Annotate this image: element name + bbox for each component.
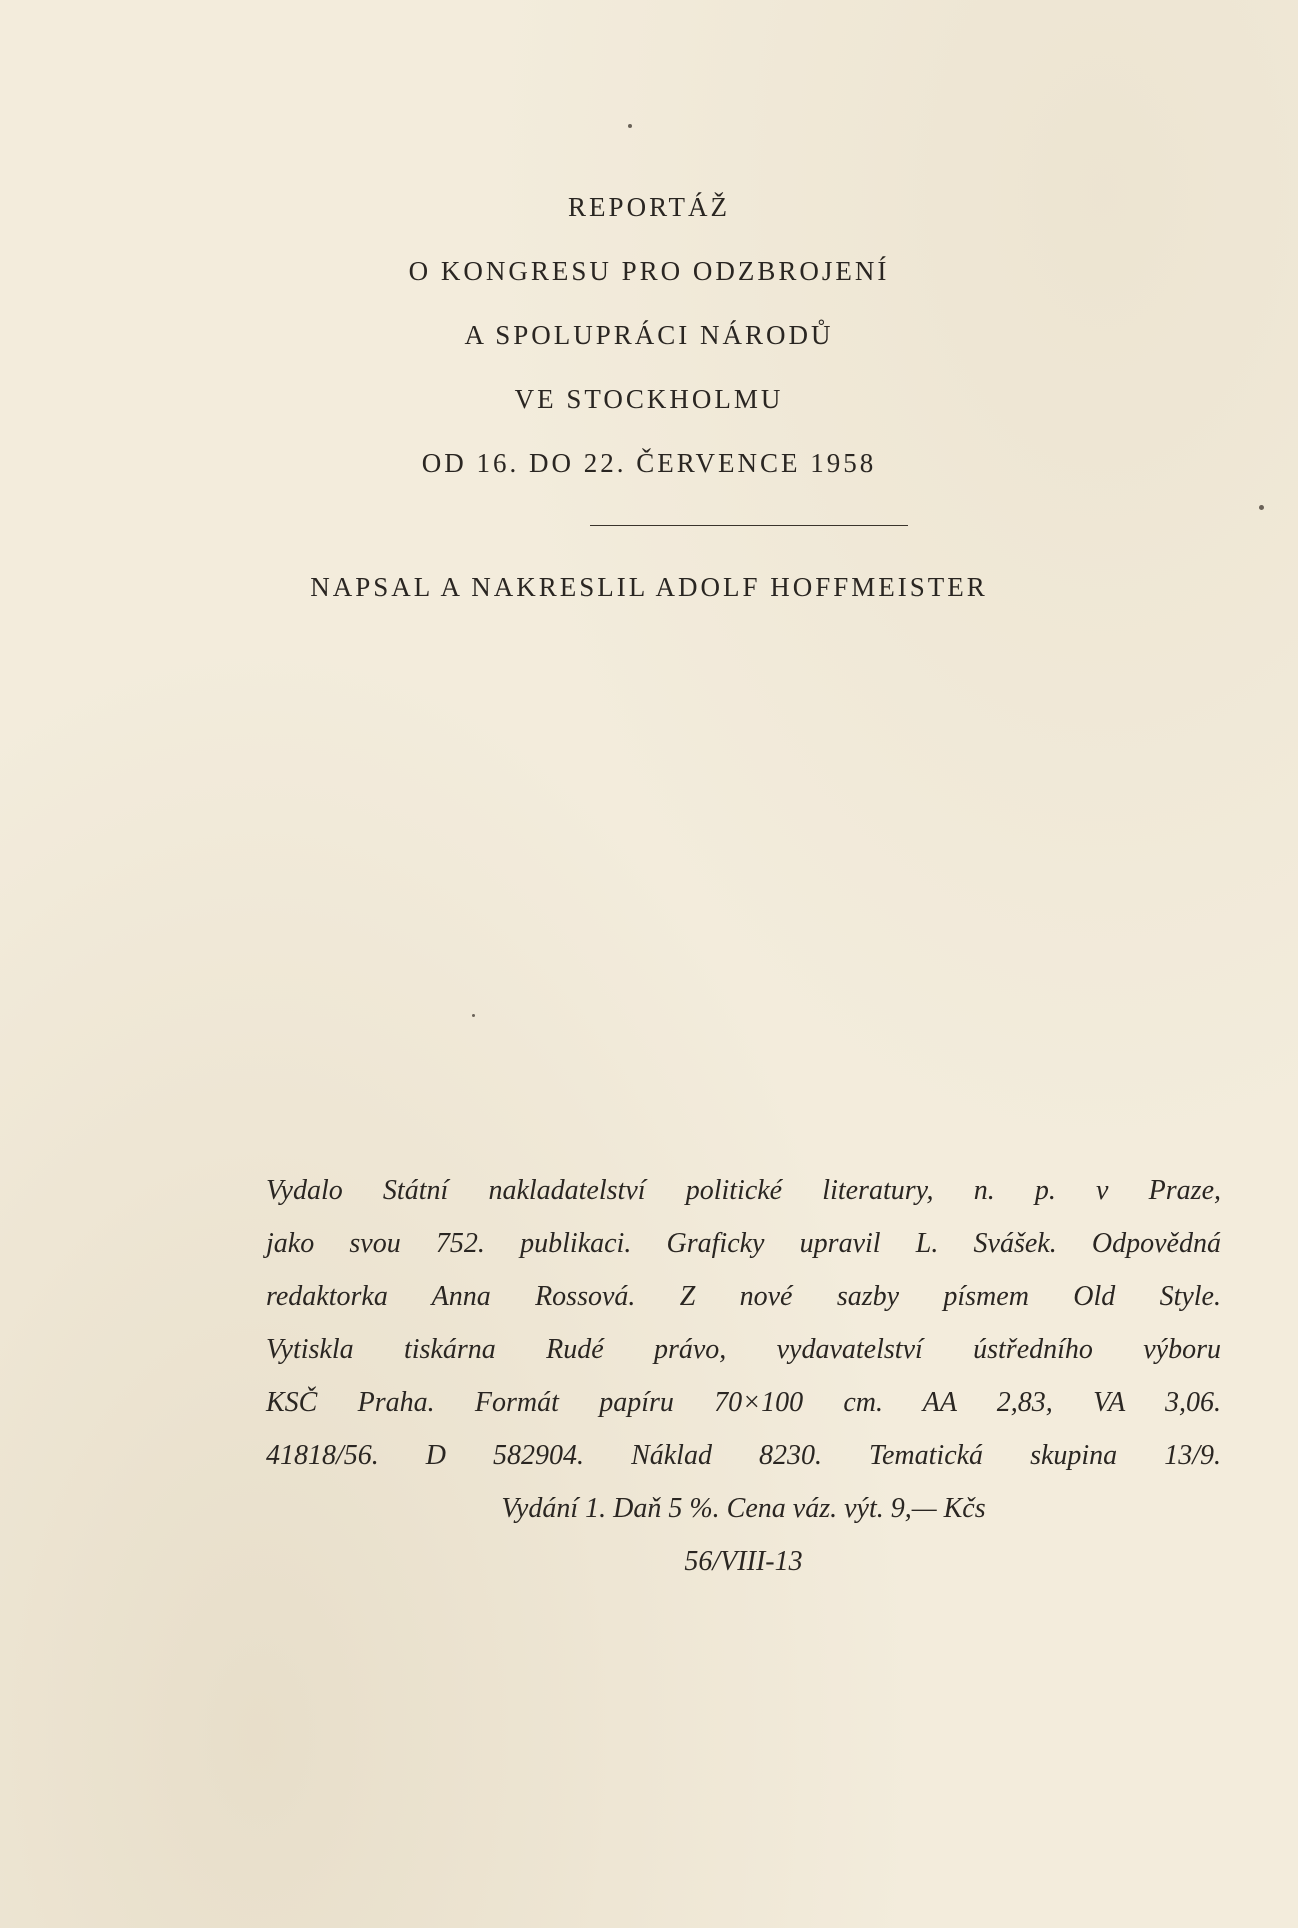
imprint-line-publisher: Vydalo Státní nakladatelství politické literatury, n. p. v Praze, bbox=[266, 1175, 1221, 1206]
paper-speck bbox=[472, 1014, 475, 1017]
author-credit: NAPSAL A NAKRESLIL ADOLF HOFFMEISTER bbox=[310, 572, 988, 602]
imprint-line-price: Vydání 1. Daň 5 %. Cena váz. výt. 9,— Kčs bbox=[501, 1493, 986, 1524]
imprint-line-code: 56/VIII-13 bbox=[684, 1546, 803, 1577]
title-line-reportaz: REPORTÁŽ bbox=[568, 192, 730, 222]
paper-speck bbox=[1259, 505, 1264, 510]
imprint-line-print-run: 41818/56. D 582904. Náklad 8230. Tematická skupina 13/9. bbox=[266, 1440, 1221, 1471]
imprint-line-editor: redaktorka Anna Rossová. Z nové sazby písmem Old Style. bbox=[266, 1281, 1221, 1312]
imprint-line-publication: jako svou 752. publikaci. Graficky upravil L. Svášek. Odpovědná bbox=[266, 1228, 1221, 1259]
title-line-stockholm: VE STOCKHOLMU bbox=[514, 384, 784, 414]
imprint-block bbox=[266, 1164, 1221, 1588]
imprint-line-format: KSČ Praha. Formát papíru 70×100 cm. AA 2,83, VA 3,06. bbox=[266, 1387, 1221, 1418]
imprint-line-printer: Vytiskla tiskárna Rudé právo, vydavatelství ústředního výboru bbox=[266, 1334, 1221, 1365]
title-divider bbox=[590, 525, 908, 526]
title-line-dates: OD 16. DO 22. ČERVENCE 1958 bbox=[421, 448, 877, 478]
paper-speck bbox=[628, 124, 632, 128]
title-line-kongres: O KONGRESU PRO ODZBROJENÍ bbox=[408, 256, 890, 286]
title-block bbox=[0, 175, 1298, 495]
title-line-spoluprace: A SPOLUPRÁCI NÁRODŮ bbox=[464, 320, 834, 350]
